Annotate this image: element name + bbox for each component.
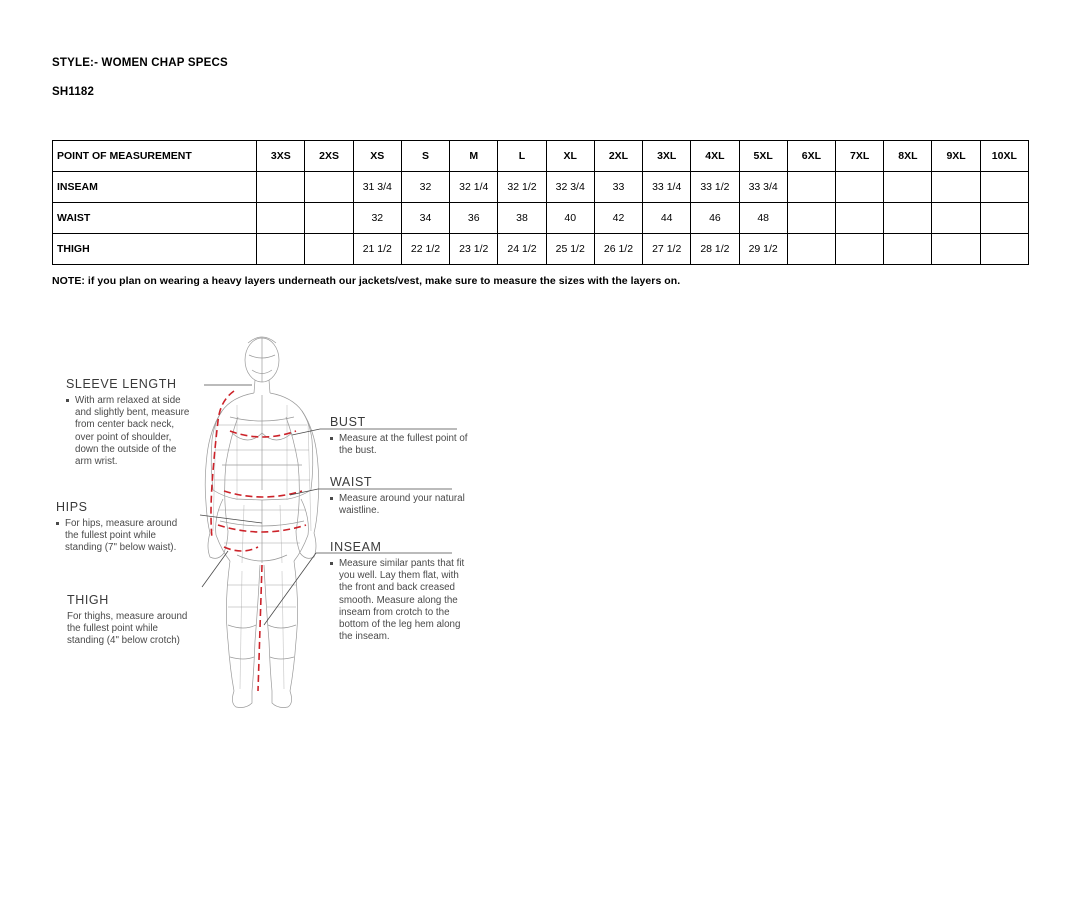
callout-body-bust: Measure at the fullest point of the bust. xyxy=(330,433,469,457)
cell-thigh-9xl xyxy=(932,234,980,265)
cell-inseam-3xl: 33 1/4 xyxy=(643,172,691,203)
callout-body-sleeve: With arm relaxed at side and slightly bent, measure from center back neck, over point of shoulder, down the outside of the arm wrist. xyxy=(66,395,193,468)
cell-waist-4xl: 46 xyxy=(691,203,739,234)
callout-body-hips: For hips, measure around the fullest point while standing (7" below waist). xyxy=(56,518,183,555)
callout-hips xyxy=(56,500,183,555)
column-header-xs: XS xyxy=(353,141,401,172)
cell-waist-l: 38 xyxy=(498,203,546,234)
cell-inseam-9xl xyxy=(932,172,980,203)
style-title: STYLE:- WOMEN CHAP SPECS xyxy=(52,57,228,69)
cell-inseam-l: 32 1/2 xyxy=(498,172,546,203)
table-row xyxy=(53,203,1029,234)
cell-thigh-10xl xyxy=(980,234,1028,265)
column-header-2xl: 2XL xyxy=(594,141,642,172)
cell-thigh-7xl xyxy=(836,234,884,265)
cell-inseam-6xl xyxy=(787,172,835,203)
column-header-6xl: 6XL xyxy=(787,141,835,172)
cell-inseam-s: 32 xyxy=(401,172,449,203)
callout-sleeve-length xyxy=(66,377,193,468)
cell-thigh-4xl: 28 1/2 xyxy=(691,234,739,265)
callout-body-inseam: Measure similar pants that fit you well. Lay them flat, with the front and back creased smooth. Measure along the inseam from crotch to the bottom of the leg hem along the inseam. xyxy=(330,558,469,643)
cell-inseam-xl: 32 3/4 xyxy=(546,172,594,203)
measurement-note: NOTE: if you plan on wearing a heavy layers underneath our jackets/vest, make sure to measure the sizes with the layers on. xyxy=(52,275,681,287)
row-label-thigh: THIGH xyxy=(53,234,257,265)
cell-waist-s: 34 xyxy=(401,203,449,234)
cell-thigh-s: 22 1/2 xyxy=(401,234,449,265)
cell-inseam-2xl: 33 xyxy=(594,172,642,203)
cell-inseam-4xl: 33 1/2 xyxy=(691,172,739,203)
measurement-diagram xyxy=(52,325,552,725)
cell-waist-7xl xyxy=(836,203,884,234)
column-header-4xl: 4XL xyxy=(691,141,739,172)
cell-inseam-xs: 31 3/4 xyxy=(353,172,401,203)
column-header-10xl: 10XL xyxy=(980,141,1028,172)
cell-thigh-xs: 21 1/2 xyxy=(353,234,401,265)
cell-waist-8xl xyxy=(884,203,932,234)
cell-thigh-3xl: 27 1/2 xyxy=(643,234,691,265)
measurement-table xyxy=(52,140,1029,265)
cell-thigh-xl: 25 1/2 xyxy=(546,234,594,265)
column-header-pom: POINT OF MEASUREMENT xyxy=(53,141,257,172)
cell-waist-2xs xyxy=(305,203,353,234)
cell-waist-5xl: 48 xyxy=(739,203,787,234)
column-header-xl: XL xyxy=(546,141,594,172)
cell-waist-6xl xyxy=(787,203,835,234)
column-header-7xl: 7XL xyxy=(836,141,884,172)
cell-waist-xs: 32 xyxy=(353,203,401,234)
cell-thigh-l: 24 1/2 xyxy=(498,234,546,265)
callout-waist xyxy=(330,475,469,517)
cell-thigh-2xl: 26 1/2 xyxy=(594,234,642,265)
cell-inseam-5xl: 33 3/4 xyxy=(739,172,787,203)
callout-title-hips: HIPS xyxy=(56,500,88,514)
cell-waist-3xs xyxy=(257,203,305,234)
callout-title-thigh: THIGH xyxy=(67,593,109,607)
callout-body-waist: Measure around your natural waistline. xyxy=(330,493,469,517)
callout-title-sleeve: SLEEVE LENGTH xyxy=(66,377,177,391)
cell-waist-10xl xyxy=(980,203,1028,234)
column-header-3xl: 3XL xyxy=(643,141,691,172)
cell-inseam-3xs xyxy=(257,172,305,203)
cell-thigh-8xl xyxy=(884,234,932,265)
callout-title-bust: BUST xyxy=(330,415,366,429)
cell-waist-m: 36 xyxy=(450,203,498,234)
cell-waist-2xl: 42 xyxy=(594,203,642,234)
cell-thigh-3xs xyxy=(257,234,305,265)
column-header-2xs: 2XS xyxy=(305,141,353,172)
table-row xyxy=(53,172,1029,203)
column-header-l: L xyxy=(498,141,546,172)
cell-inseam-8xl xyxy=(884,172,932,203)
column-header-m: M xyxy=(450,141,498,172)
title-block xyxy=(52,56,228,100)
row-label-waist: WAIST xyxy=(53,203,257,234)
column-header-9xl: 9XL xyxy=(932,141,980,172)
column-header-3xs: 3XS xyxy=(257,141,305,172)
callout-thigh xyxy=(67,593,197,648)
column-header-s: S xyxy=(401,141,449,172)
cell-thigh-6xl xyxy=(787,234,835,265)
cell-inseam-7xl xyxy=(836,172,884,203)
callout-body-thigh: For thighs, measure around the fullest point while standing (4" below crotch) xyxy=(67,611,188,647)
callout-bust xyxy=(330,415,469,457)
cell-waist-9xl xyxy=(932,203,980,234)
column-header-8xl: 8XL xyxy=(884,141,932,172)
cell-waist-3xl: 44 xyxy=(643,203,691,234)
callout-title-waist: WAIST xyxy=(330,475,373,489)
cell-waist-xl: 40 xyxy=(546,203,594,234)
callout-inseam xyxy=(330,540,469,643)
column-header-5xl: 5XL xyxy=(739,141,787,172)
cell-thigh-m: 23 1/2 xyxy=(450,234,498,265)
table-row xyxy=(53,234,1029,265)
spec-table-container xyxy=(52,140,1029,265)
table-header-row xyxy=(53,141,1029,172)
cell-thigh-5xl: 29 1/2 xyxy=(739,234,787,265)
row-label-inseam: INSEAM xyxy=(53,172,257,203)
cell-inseam-2xs xyxy=(305,172,353,203)
cell-thigh-2xs xyxy=(305,234,353,265)
style-code: SH1182 xyxy=(52,86,95,98)
cell-inseam-10xl xyxy=(980,172,1028,203)
cell-inseam-m: 32 1/4 xyxy=(450,172,498,203)
callout-title-inseam: INSEAM xyxy=(330,540,382,554)
